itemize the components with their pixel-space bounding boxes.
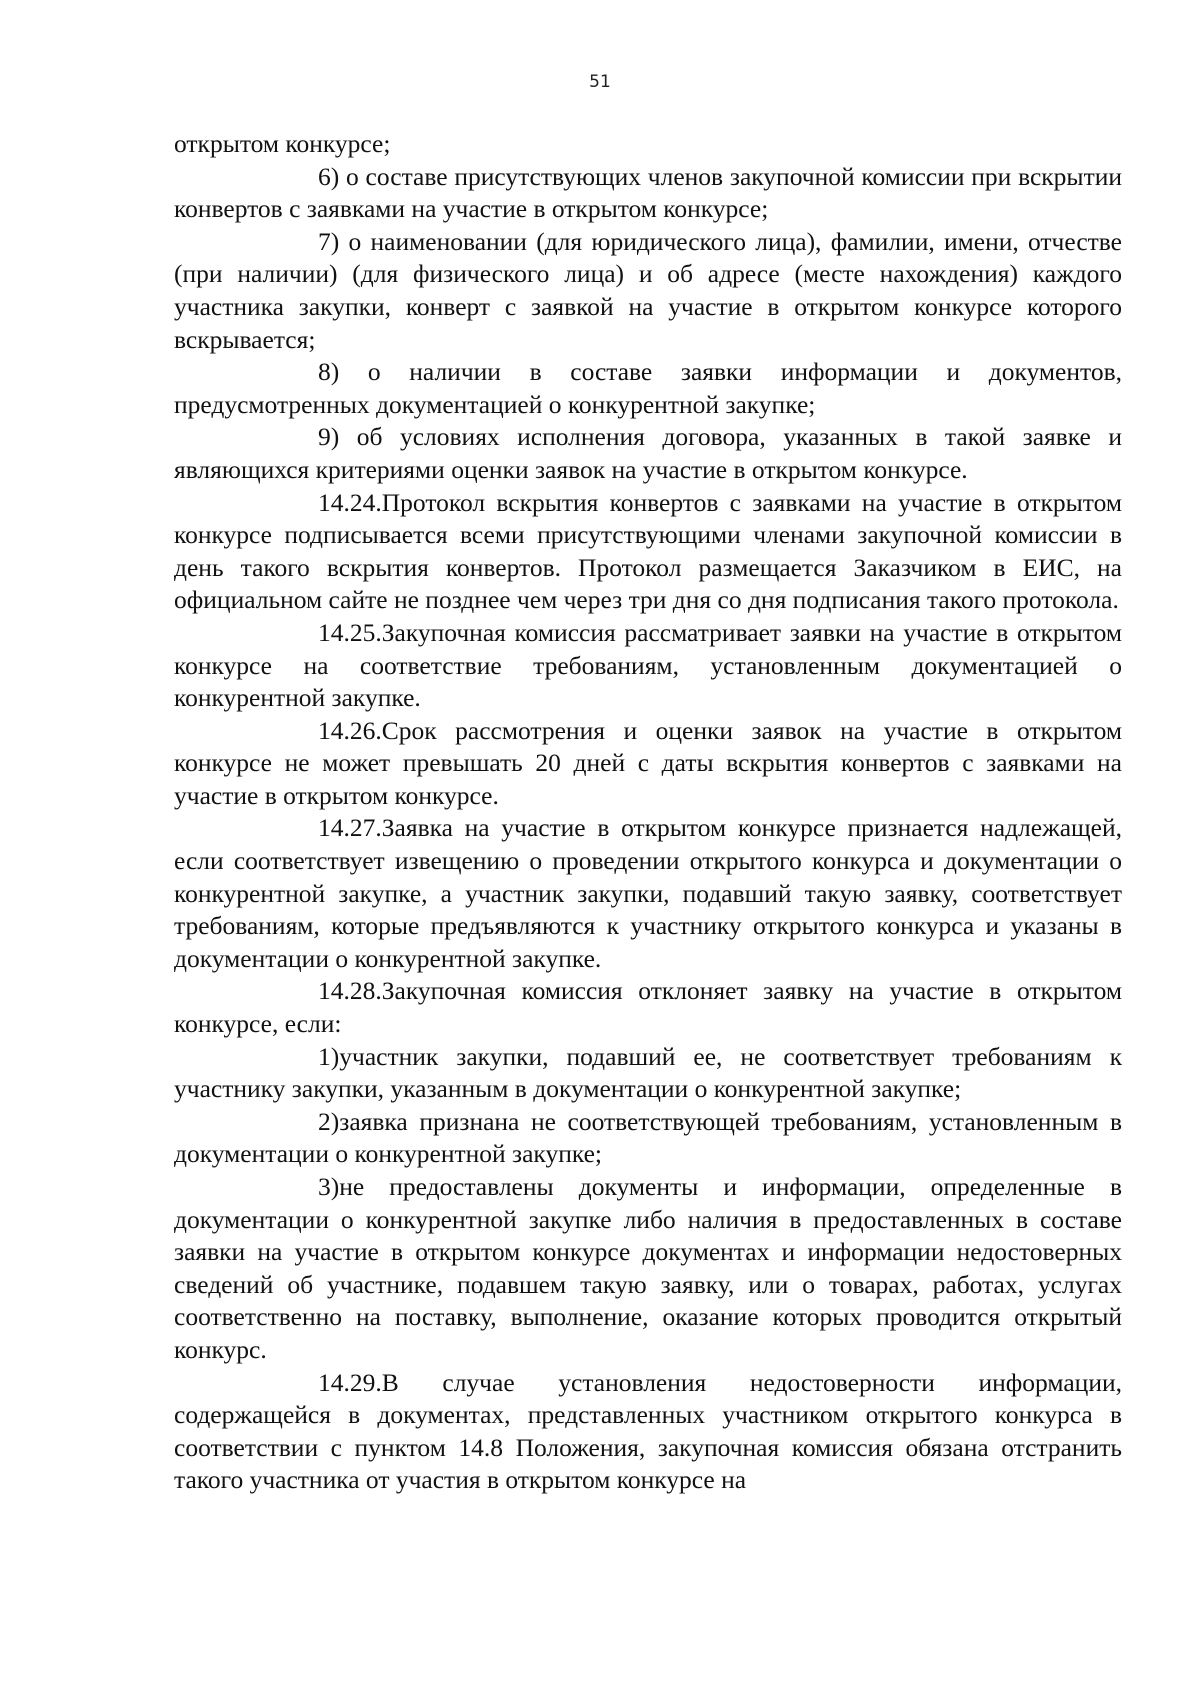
clause-14-29 <box>174 1367 1122 1497</box>
item-number: 8) <box>318 357 340 387</box>
list-item-1 <box>174 1041 1122 1106</box>
clause-14-26 <box>174 715 1122 813</box>
item-text: об условиях исполнения договора, указанных в такой заявке и являющихся критериями оценки заявок на участие в открытом конкурсе. <box>174 422 1123 484</box>
clause-number: 14.29. <box>318 1367 382 1397</box>
clause-text: Закупочная комиссия отклоняет заявку на участие в открытом конкурсе, если: <box>174 976 1122 1039</box>
clause-number: 14.25. <box>318 617 382 647</box>
clause-text: Закупочная комиссия рассматривает заявки на участие в открытом конкурсе на соответствие требованиям, установленным документацией о конкурентной закупке. <box>174 617 1122 713</box>
item-number: 7) <box>318 226 340 256</box>
clause-text: Срок рассмотрения и оценки заявок на участие в открытом конкурсе не может превышать 20 дней с даты вскрытия конвертов с заявками на участие в открытом конкурсе. <box>174 715 1122 810</box>
item-number: 1) <box>318 1041 340 1071</box>
list-item-9 <box>174 421 1122 486</box>
clause-number: 14.24. <box>318 487 382 517</box>
clause-text: Протокол вскрытия конвертов с заявками на участие в открытом конкурсе подписывается всеми присутствующими членами закупочной комиссии в день такого вскрытия конвертов. Протокол размещается Заказчиком в ЕИС, на официальном сайте не позднее чем через три дня со дня подписания такого протокола. <box>174 487 1122 615</box>
item-text: участник закупки, подавший ее, не соответствует требованиям к участнику закупки, указанным в документации о конкурентной закупке; <box>174 1041 1122 1104</box>
list-item-2 <box>174 1106 1122 1171</box>
item-text: о составе присутствующих членов закупочной комиссии при вскрытии конвертов с заявками на участие в открытом конкурсе; <box>174 161 1123 224</box>
item-text: не предоставлены документы и информации, определенные в документации о конкурентной закупке либо наличия в предоставленных в составе заявки на участие в открытом конкурсе документах и информации недостоверных сведений об участнике, подавшем такую заявку, или о товарах, работах, услугах соответственно на поставку, выполнение, оказание которых проводится открытый конкурс. <box>174 1172 1122 1364</box>
clause-14-25 <box>174 617 1122 715</box>
item-text: о наличии в составе заявки информации и документов, предусмотренных документацией о конкурентной закупке; <box>174 357 1122 419</box>
clause-number: 14.26. <box>318 715 382 745</box>
list-item-3 <box>174 1171 1122 1367</box>
list-item-8 <box>174 356 1122 421</box>
item-text: о наименовании (для юридического лица), фамилии, имени, отчестве (при наличии) (для физического лица) и об адресе (месте нахождения) каждого участника закупки, конверт с заявкой на участие в открытом конкурсе которого вскрывается; <box>174 226 1123 354</box>
clause-14-27 <box>174 812 1122 975</box>
clause-text: В случае установления недостоверности информации, содержащейся в документах, представленных участником открытого конкурса в соответствии с пунктом 14.8 Положения, закупочная комиссия обязана отстранить такого участника от участия в открытом конкурсе на <box>174 1367 1122 1495</box>
clause-14-24 <box>174 487 1122 617</box>
clause-text: Заявка на участие в открытом конкурсе признается надлежащей, если соответствует извещению о проведении открытого конкурса и документации о конкурентной закупке, а участник закупки, подавший такую заявку, соответствует требованиям, которые предъявляются к участнику открытого конкурса и указаны в документации о конкурентной закупке. <box>174 813 1122 973</box>
continued-line: открытом конкурсе; <box>174 129 391 158</box>
item-text: заявка признана не соответствующей требованиям, установленным в документации о конкурентной закупке; <box>174 1106 1122 1169</box>
clause-14-28 <box>174 975 1122 1040</box>
clause-number: 14.27. <box>318 813 382 843</box>
document-body <box>174 128 1122 1497</box>
page-number: 51 <box>589 72 611 92</box>
item-number: 2) <box>318 1106 340 1136</box>
clause-number: 14.28. <box>318 976 382 1006</box>
list-item-6 <box>174 161 1122 226</box>
item-number: 9) <box>318 422 340 452</box>
item-number: 6) <box>318 161 340 191</box>
list-item-7 <box>174 226 1122 356</box>
item-number: 3) <box>318 1172 340 1201</box>
